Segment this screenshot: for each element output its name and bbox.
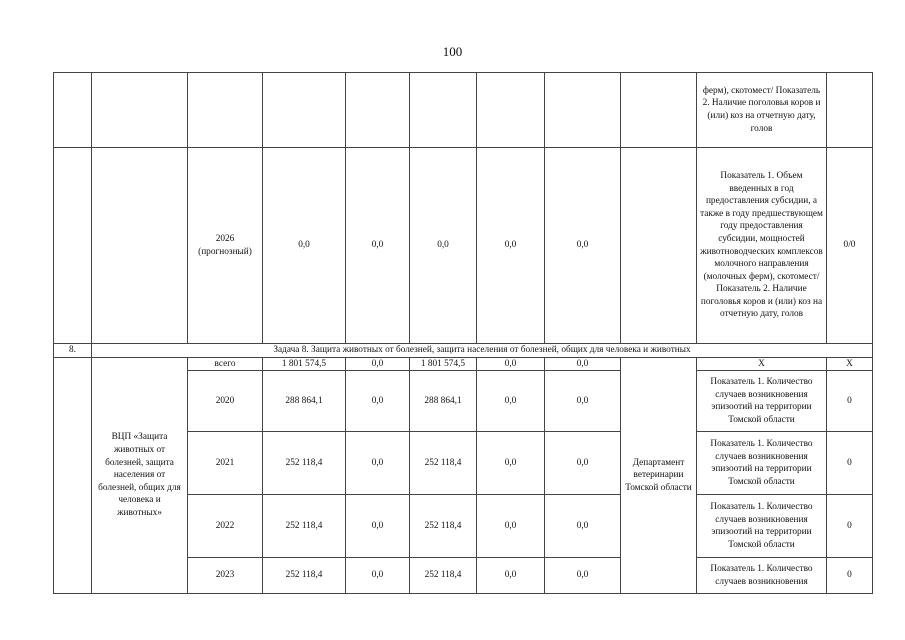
row-number-cell xyxy=(54,73,92,148)
value-cell: 0,0 xyxy=(346,371,410,432)
value-cell: 0,0 xyxy=(545,371,621,432)
value-cell: 0,0 xyxy=(477,371,545,432)
year-cell: 2021 xyxy=(188,432,263,495)
indicator-cell: Показатель 1. Количество случаев возникновения эпизоотий на территории Томской области xyxy=(697,432,827,495)
value-cell: 0,0 xyxy=(477,357,545,371)
value-cell: 0,0 xyxy=(346,558,410,594)
value-cell: 0,0 xyxy=(477,495,545,558)
value-cell: 252 118,4 xyxy=(410,432,477,495)
indicator-cell: Х xyxy=(697,357,827,371)
indicator-value-cell: Х xyxy=(827,357,873,371)
year-cell xyxy=(188,73,263,148)
value-cell xyxy=(263,73,346,148)
indicator-value-cell xyxy=(827,73,873,148)
indicator-cell: Показатель 1. Количество случаев возникновения xyxy=(697,558,827,594)
year-cell: 2026 (прогнозный) xyxy=(188,148,263,344)
value-cell: 252 118,4 xyxy=(410,495,477,558)
value-cell xyxy=(545,73,621,148)
value-cell: 252 118,4 xyxy=(263,495,346,558)
value-cell: 0,0 xyxy=(346,148,410,344)
value-cell: 0,0 xyxy=(346,357,410,371)
row-number-cell xyxy=(54,148,92,344)
program-name-cell: ВЦП «Защита животных от болезней, защита населения от болезней, общих для человека и животных» xyxy=(92,357,188,594)
value-cell: 252 118,4 xyxy=(263,558,346,594)
indicator-cell: ферм), скотомест/ Показатель 2. Наличие поголовья коров и (или) коз на отчетную дату, голов xyxy=(697,73,827,148)
value-cell xyxy=(346,73,410,148)
value-cell: 0,0 xyxy=(545,558,621,594)
task-title: Задача 8. Защита животных от болезней, защита населения от болезней, общих для человека и животных xyxy=(92,344,873,358)
program-table xyxy=(53,72,873,594)
year-cell: 2020 xyxy=(188,371,263,432)
executor-cell xyxy=(621,73,697,148)
executor-cell xyxy=(621,148,697,344)
value-cell xyxy=(410,73,477,148)
executor-cell: Департамент ветеринарии Томской области xyxy=(621,357,697,594)
value-cell xyxy=(477,73,545,148)
value-cell: 252 118,4 xyxy=(263,432,346,495)
value-cell: 0,0 xyxy=(545,495,621,558)
page-number: 100 xyxy=(442,44,463,59)
program-name-cell xyxy=(92,148,188,344)
value-cell: 0,0 xyxy=(477,148,545,344)
year-cell: 2022 xyxy=(188,495,263,558)
indicator-cell: Показатель 1. Количество случаев возникновения эпизоотий на территории Томской области xyxy=(697,371,827,432)
indicator-value-cell: 0 xyxy=(827,371,873,432)
value-cell: 0,0 xyxy=(346,495,410,558)
indicator-value-cell: 0 xyxy=(827,558,873,594)
value-cell: 0,0 xyxy=(545,357,621,371)
value-cell: 0,0 xyxy=(545,148,621,344)
value-cell: 1 801 574,5 xyxy=(263,357,346,371)
program-name-cell xyxy=(92,73,188,148)
indicator-cell: Показатель 1. Объем введенных в год предоставления субсидии, а также в году предшествующем году предоставления субсидии, мощностей животноводческих комплексов молочного направления (молочных ферм), скотомест/ Показатель 2. Наличие поголовья коров и (или) коз на отчетную дату, голов xyxy=(697,148,827,344)
value-cell: 0,0 xyxy=(410,148,477,344)
indicator-cell: Показатель 1. Количество случаев возникновения эпизоотий на территории Томской области xyxy=(697,495,827,558)
value-cell: 0,0 xyxy=(263,148,346,344)
year-cell: 2023 xyxy=(188,558,263,594)
indicator-value-cell: 0 xyxy=(827,495,873,558)
value-cell: 0,0 xyxy=(477,432,545,495)
row-number-cell xyxy=(54,357,92,594)
table-row xyxy=(54,73,873,148)
value-cell: 288 864,1 xyxy=(410,371,477,432)
value-cell: 0,0 xyxy=(545,432,621,495)
year-cell: всего xyxy=(188,357,263,371)
task-number: 8. xyxy=(54,344,92,358)
table-row xyxy=(54,148,873,344)
indicator-value-cell: 0/0 xyxy=(827,148,873,344)
value-cell: 0,0 xyxy=(477,558,545,594)
value-cell: 288 864,1 xyxy=(263,371,346,432)
indicator-value-cell: 0 xyxy=(827,432,873,495)
value-cell: 1 801 574,5 xyxy=(410,357,477,371)
table-row xyxy=(54,357,873,371)
task-row xyxy=(54,344,873,358)
value-cell: 252 118,4 xyxy=(410,558,477,594)
value-cell: 0,0 xyxy=(346,432,410,495)
